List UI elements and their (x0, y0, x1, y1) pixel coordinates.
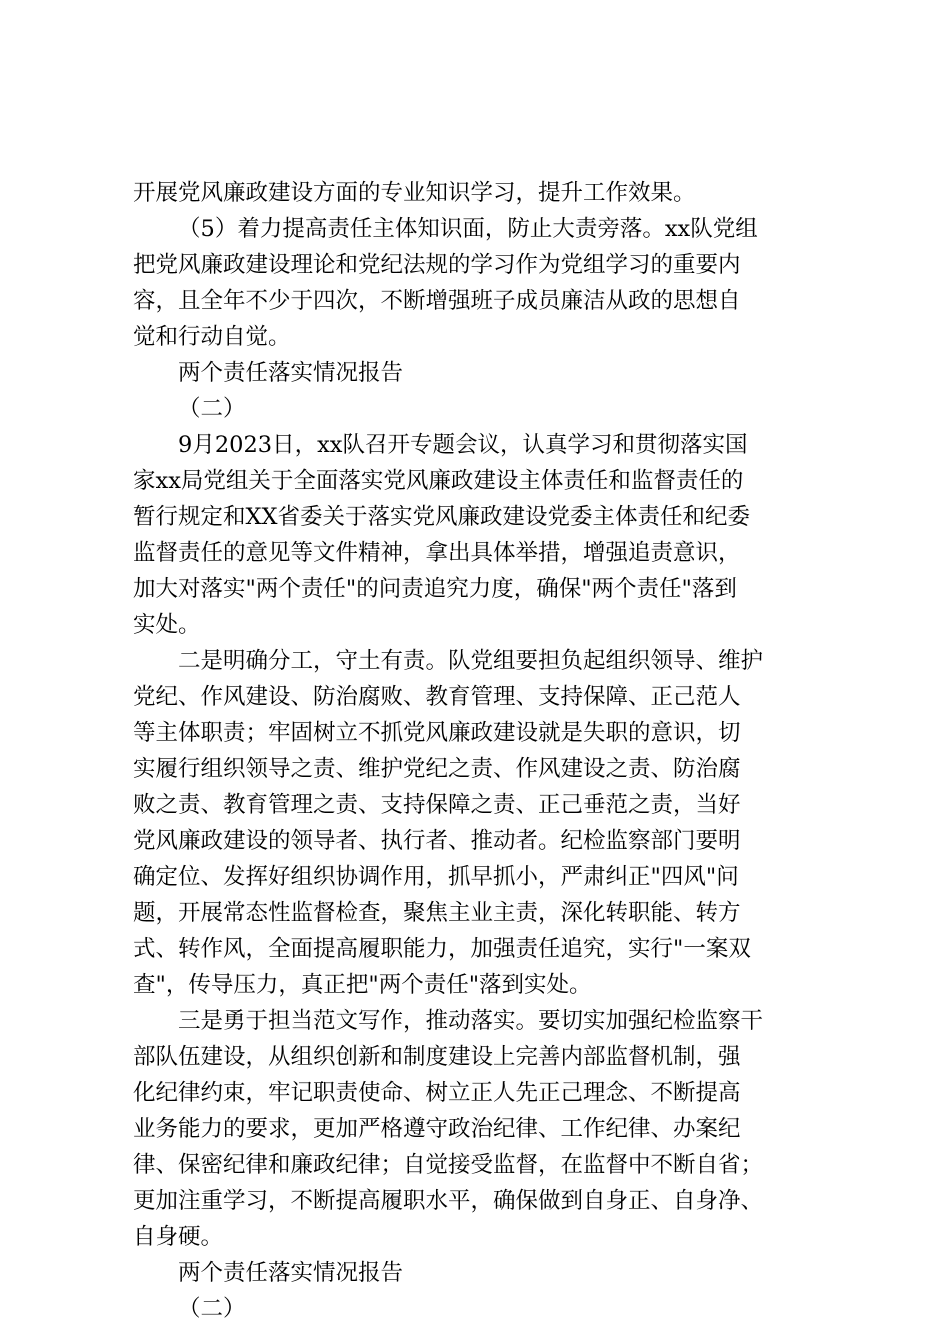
section-subheading: （二） (178, 1296, 246, 1322)
text-line: 实履行组织领导之责、维护党纪之责、作风建设之责、防治腐 (133, 756, 741, 782)
text-line: 部队伍建设，从组织创新和制度建设上完善内部监督机制，强 (133, 1044, 741, 1070)
text-line: 业务能力的要求，更加严格遵守政治纪律、工作纪律、办案纪 (133, 1116, 741, 1142)
section-heading: 两个责任落实情况报告 (178, 1260, 404, 1286)
text-line: 觉和行动自觉。 (133, 324, 291, 350)
section-heading: 两个责任落实情况报告 (178, 360, 404, 386)
text-line: 党风廉政建设的领导者、执行者、推动者。纪检监察部门要明 (133, 828, 741, 854)
text-line: （5）着力提高责任主体知识面，防止大责旁落。xx队党组 (178, 216, 758, 242)
text-line: 开展党风廉政建设方面的专业知识学习，提升工作效果。 (133, 180, 696, 206)
text-line: 党纪、作风建设、防治腐败、教育管理、支持保障、正己范人 (133, 684, 741, 710)
text-line: 暂行规定和XX省委关于落实党风廉政建设党委主体责任和纪委 (133, 504, 751, 530)
text-line: 三是勇于担当范文写作，推动落实。要切实加强纪检监察干 (178, 1008, 764, 1034)
text-line: 自身硬。 (133, 1224, 224, 1250)
text-line: 查"，传导压力，真正把"两个责任"落到实处。 (133, 972, 592, 998)
text-line: 题，开展常态性监督检查，聚焦主业主责，深化转职能、转方 (133, 900, 741, 926)
text-line: 家xx局党组关于全面落实党风廉政建设主体责任和监督责任的 (133, 468, 744, 494)
text-line: 9月2023日，xx队召开专题会议，认真学习和贯彻落实国 (178, 432, 748, 458)
text-line: 加大对落实"两个责任"的问责追究力度，确保"两个责任"落到 (133, 576, 737, 602)
text-line: 容，且全年不少于四次，不断增强班子成员廉洁从政的思想自 (133, 288, 741, 314)
section-subheading: （二） (178, 396, 246, 422)
text-line: 把党风廉政建设理论和党纪法规的学习作为党组学习的重要内 (133, 252, 741, 278)
text-line: 败之责、教育管理之责、支持保障之责、正己垂范之责，当好 (133, 792, 741, 818)
text-line: 律、保密纪律和廉政纪律；自觉接受监督，在监督中不断自省； (133, 1152, 764, 1178)
text-line: 实处。 (133, 612, 201, 638)
text-line: 更加注重学习，不断提高履职水平，确保做到自身正、自身净、 (133, 1188, 764, 1214)
text-line: 确定位、发挥好组织协调作用，抓早抓小，严肃纠正"四风"问 (133, 864, 739, 890)
text-line: 二是明确分工，守土有责。队党组要担负起组织领导、维护 (178, 648, 764, 674)
text-line: 式、转作风，全面提高履职能力，加强责任追究，实行"一案双 (133, 936, 751, 962)
text-line: 监督责任的意见等文件精神，拿出具体举措，增强追责意识， (133, 540, 741, 566)
text-line: 等主体职责；牢固树立不抓党风廉政建设就是失职的意识，切 (133, 720, 741, 746)
text-line: 化纪律约束，牢记职责使命、树立正人先正己理念、不断提高 (133, 1080, 741, 1106)
